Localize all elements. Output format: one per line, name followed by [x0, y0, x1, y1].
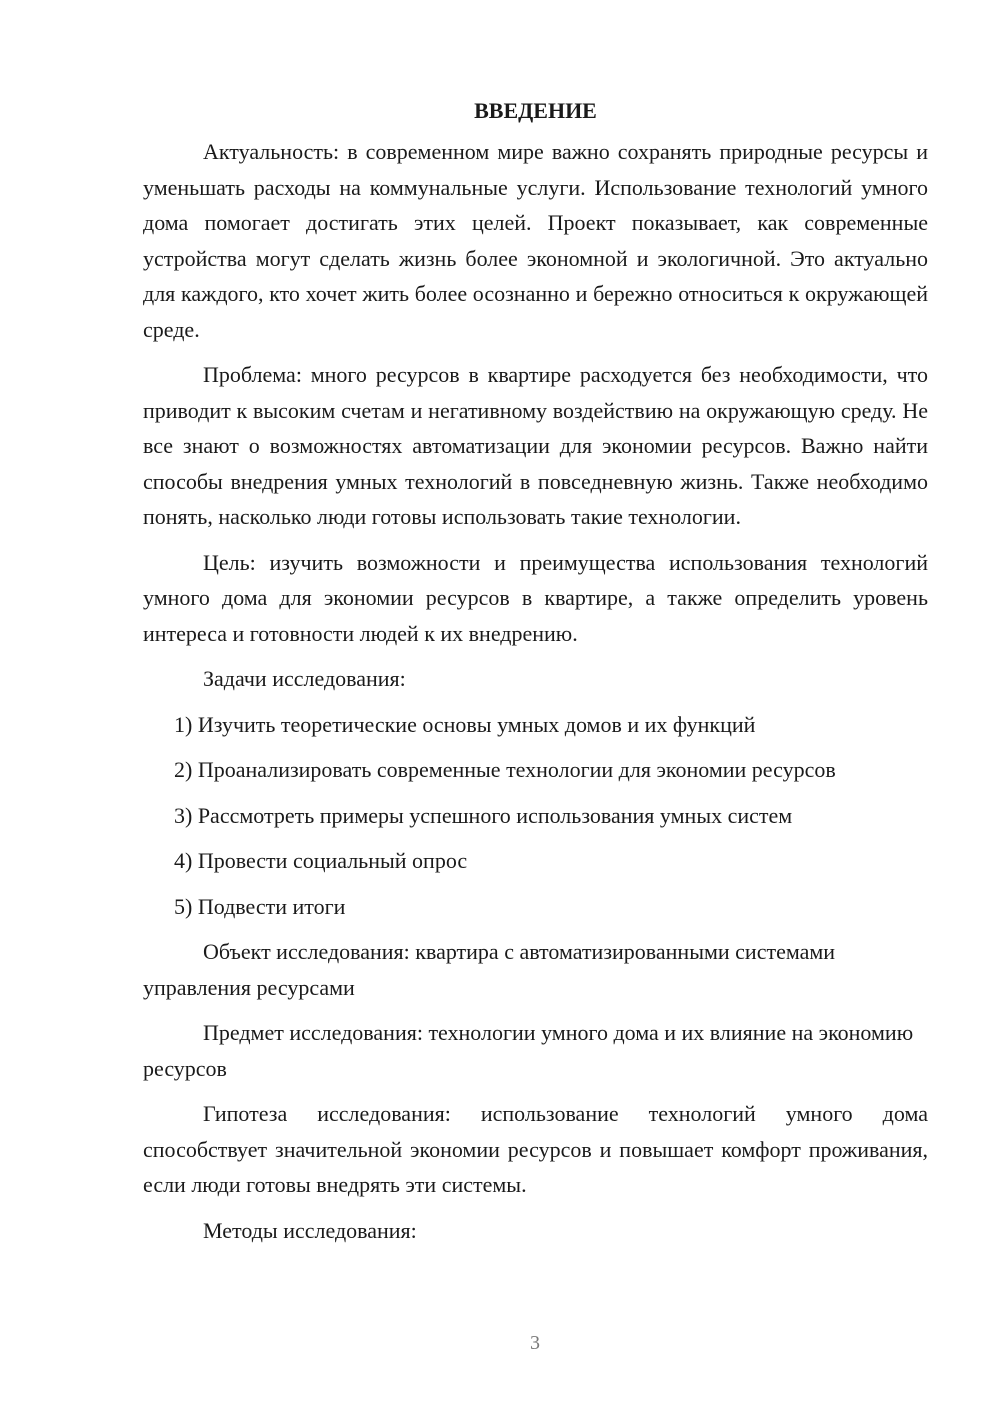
- tasks-heading: Задачи исследования:: [203, 666, 406, 691]
- task-item-2: 2) Проанализировать современные технологии для экономии ресурсов: [174, 757, 836, 782]
- task-item-4: 4) Провести социальный опрос: [174, 848, 468, 873]
- paragraph-problem: Проблема: много ресурсов в квартире расходуется без необходимости, что приводит к высоким счетам и негативному воздействию на окружающую среду. Не все знают о возможностях автоматизации для экономии ресурсов. Важно найти способы внедрения умных технологий в повседневную жизнь. Также необходимо понять, насколько люди готовы использовать такие технологии.: [143, 362, 928, 529]
- task-item-1: 1) Изучить теоретические основы умных домов и их функций: [174, 711, 756, 737]
- paragraph-goal: Цель: изучить возможности и преимущества использования технологий умного дома для экономии ресурсов в квартире, а также определить уровень интереса и готовности людей к их внедрению.: [143, 549, 928, 646]
- page-content: [143, 96, 928, 1258]
- paragraph-hypothesis: Гипотеза исследования: использование технологий умного дома способствует значительной экономии ресурсов и повышает комфорт проживания, если люди готовы внедрять эти системы.: [143, 1101, 928, 1197]
- section-title: ВВЕДЕНИЕ: [474, 98, 597, 123]
- paragraph-subject: Предмет исследования: технологии умного дома и их влияние на экономию ресурсов: [143, 1020, 914, 1081]
- methods-heading: Методы исследования:: [203, 1217, 417, 1243]
- task-item-5: 5) Подвести итоги: [174, 893, 346, 919]
- task-item-3: 3) Рассмотреть примеры успешного использования умных систем: [174, 802, 793, 828]
- paragraph-relevance: Актуальность: в современном мире важно сохранять природные ресурсы и уменьшать расходы на коммунальные услуги. Использование технологий умного дома помогает достигать этих целей. Проект показывает, как современные устройства могут сделать жизнь более экономной и экологичной. Это актуально для каждого, кто хочет жить более осознанно и бережно относиться к окружающей среде.: [143, 139, 928, 342]
- paragraph-object: Объект исследования: квартира с автоматизированными системами управления ресурсами: [143, 939, 836, 1000]
- page-number: 3: [530, 1332, 540, 1354]
